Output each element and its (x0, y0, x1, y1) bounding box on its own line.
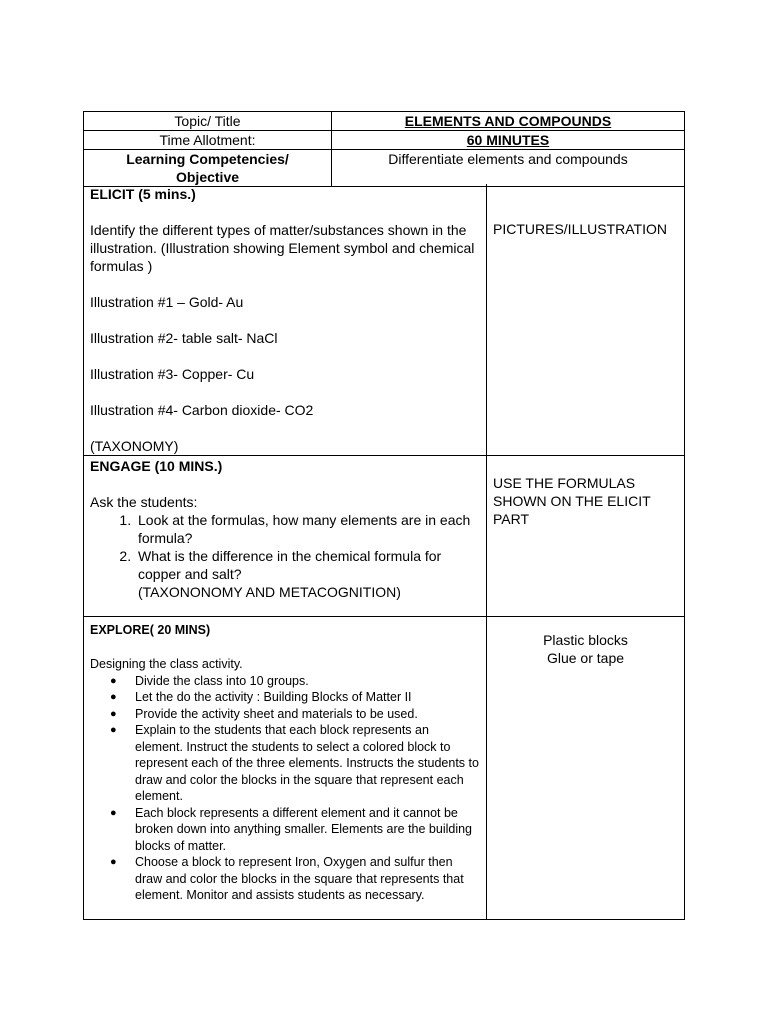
explore-side-2: Glue or tape (546, 650, 625, 666)
time-value: 60 MINUTES (332, 131, 685, 150)
header-table (83, 111, 685, 187)
bullet-icon: ● (110, 724, 117, 736)
elicit-side-cell (487, 184, 685, 456)
topic-value: ELEMENTS AND COMPOUNDS (332, 112, 685, 131)
topic-row (84, 112, 685, 131)
competency-label-line-1: Learning Competencies/ (126, 151, 289, 167)
explore-bullet: ● Choose a block to represent Iron, Oxygen and sulfur then draw and color the blocks in the square that represents that element. Monitor and assists students as necessary. (110, 855, 464, 902)
explore-side-cell (487, 617, 685, 920)
elicit-row (84, 184, 685, 456)
engage-side-cell (487, 456, 685, 617)
elicit-item: Illustration #3- Copper- Cu (90, 366, 255, 382)
engage-question-list (90, 511, 480, 583)
engage-intro: Ask the students: (90, 494, 198, 510)
explore-side-1: Plastic blocks (543, 632, 628, 648)
elicit-side: PICTURES/ILLUSTRATION (493, 221, 667, 237)
explore-intro: Designing the class activity. (90, 657, 243, 671)
bullet-icon: ● (110, 856, 117, 868)
engage-row (84, 456, 685, 617)
bullet-icon: ● (110, 674, 117, 687)
bullet-icon: ● (110, 806, 117, 819)
explore-row (84, 617, 685, 920)
engage-note: (TAXONONOMY AND METACOGNITION) (138, 584, 401, 600)
explore-cell (84, 617, 487, 920)
competency-row (84, 150, 685, 187)
elicit-note: (TAXONOMY) (90, 438, 179, 454)
elicit-item: Illustration #4- Carbon dioxide- CO2 (90, 402, 314, 418)
explore-bullet: ● Each block represents a different element and it cannot be broken down into anything smaller. Elements are the building blocks of matter. (110, 805, 473, 853)
time-label: Time Allotment: (84, 131, 332, 150)
lesson-table (83, 184, 685, 920)
explore-bullet: ● Divide the class into 10 groups. (110, 673, 309, 688)
explore-title: EXPLORE( 20 MINS) (90, 623, 211, 637)
engage-question: 2. What is the difference in the chemical formula for copper and salt? (135, 547, 480, 583)
engage-cell (84, 456, 487, 617)
engage-title: ENGAGE (10 MINS.) (90, 458, 223, 474)
competency-label (84, 150, 332, 187)
competency-value: Differentiate elements and compounds (332, 150, 685, 187)
elicit-cell (84, 184, 487, 456)
explore-bullet: ● Provide the activity sheet and materials to be used. (110, 706, 418, 721)
bullet-icon: ● (110, 707, 117, 720)
time-row (84, 131, 685, 150)
explore-bullet: ● Explain to the students that each block represents an element. Instruct the students to select a colored block to represent each of the three elements. Instructs the students to draw and color the blocks in the square that represent each element. (110, 723, 479, 803)
elicit-item: Illustration #2- table salt- NaCl (90, 330, 278, 346)
elicit-item: Illustration #1 – Gold- Au (90, 294, 244, 310)
elicit-intro: Identify the different types of matter/substances shown in the illustration. (Illustration showing Element symbol and chemical formulas ) (90, 222, 475, 274)
engage-question: 1. Look at the formulas, how many elements are in each formula? (135, 511, 480, 547)
topic-label: Topic/ Title (84, 112, 332, 131)
bullet-icon: ● (110, 691, 117, 703)
elicit-title: ELICIT (5 mins.) (90, 186, 196, 202)
explore-bullet-list (90, 673, 480, 904)
explore-bullet: ● Let the do the activity : Building Blocks of Matter II (110, 690, 412, 704)
engage-side: USE THE FORMULAS SHOWN ON THE ELICIT PART (493, 475, 651, 527)
competency-label-line-2: Objective (175, 169, 240, 185)
